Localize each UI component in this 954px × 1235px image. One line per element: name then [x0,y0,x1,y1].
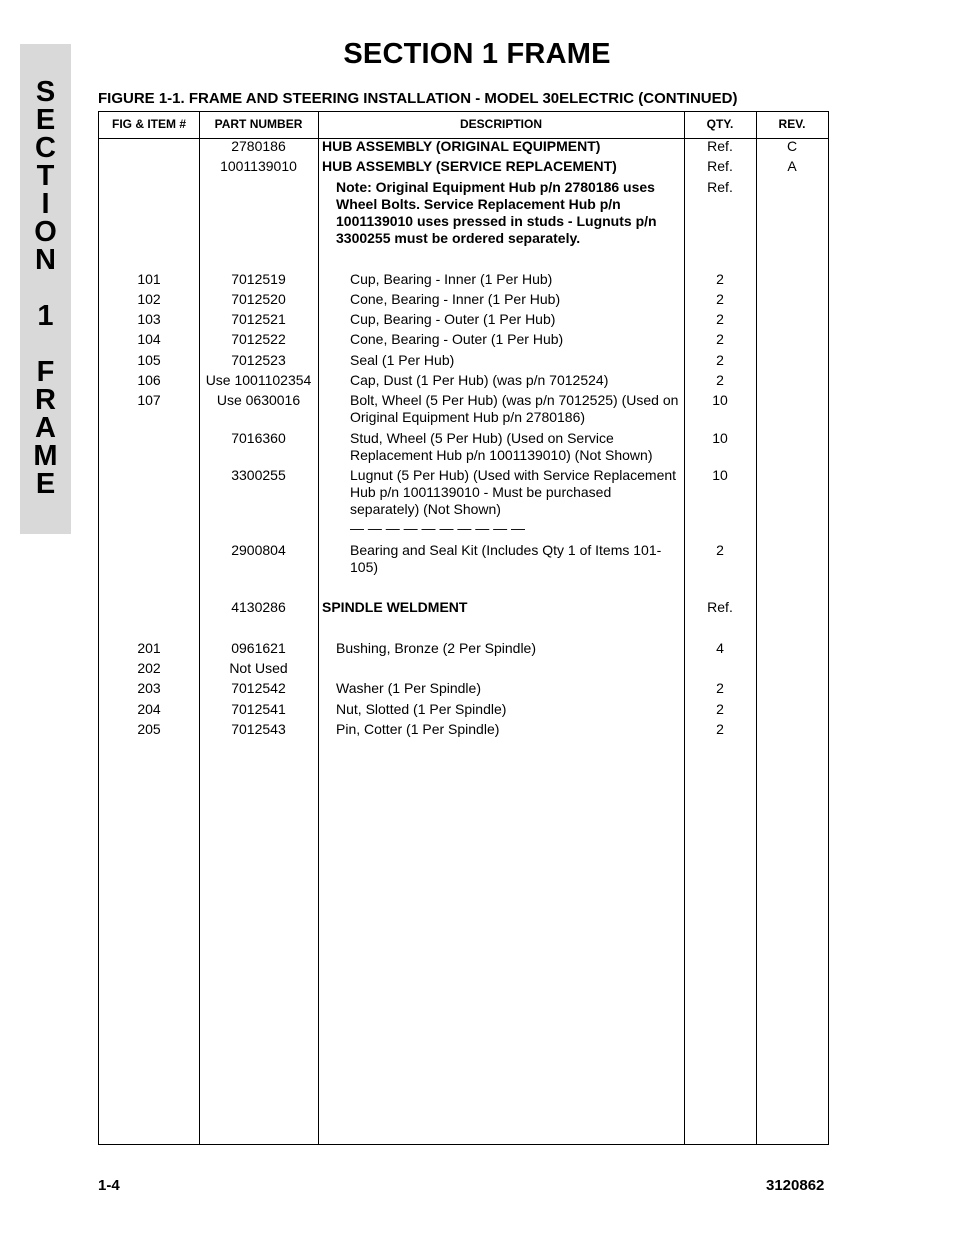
column-divider [199,112,200,1144]
figure-title: FIGURE 1-1. FRAME AND STEERING INSTALLATION - MODEL 30ELECTRIC (CONTINUED) [98,90,738,107]
kit-separator: — — — — — — — — — — [350,520,526,536]
row-qty: 10 [712,467,728,483]
row-description: Lugnut (5 Per Hub) (Used with Service Replacement Hub p/n 1001139010 - Must be purchased separately) (Not Shown) [350,467,677,517]
row-qty: 4 [716,640,724,656]
side-tab-letter: M [33,440,58,472]
header-description: DESCRIPTION [459,117,542,131]
row-part-number: 2900804 [231,542,286,558]
column-divider [318,112,319,1144]
row-part-number: 7012519 [231,271,286,287]
row-part-number: 7012543 [231,721,286,737]
row-item-number: 106 [137,372,161,388]
section-side-tab [20,44,71,534]
row-description: Bushing, Bronze (2 Per Spindle) [336,640,536,656]
side-tab-letter: T [36,160,55,192]
document-number: 3120862 [766,1177,825,1194]
column-divider [756,112,757,1144]
side-tab-letter: R [35,384,56,416]
row-qty: Ref. [707,158,733,174]
header-item: FIG & ITEM # [111,117,186,131]
row-part-number: 1001139010 [220,158,297,174]
row-item-number: 101 [137,271,161,287]
row-item-number: 201 [137,640,161,656]
row-part-number: 4130286 [231,599,286,615]
row-qty: 2 [716,271,724,287]
row-qty: 2 [716,680,724,696]
row-item-number: 104 [137,331,161,347]
row-part-number: 7012520 [231,291,286,307]
row-item-number: 103 [137,311,161,327]
row-item-number: 105 [137,352,161,368]
row-part-number: 7012523 [231,352,286,368]
column-divider [684,112,685,1144]
row-qty: 2 [716,372,724,388]
row-part-number: 0961621 [231,640,286,656]
row-part-number: 7012541 [231,701,286,717]
row-qty: 2 [716,311,724,327]
side-tab-letter: E [35,468,56,500]
row-description: Cap, Dust (1 Per Hub) (was p/n 7012524) [350,372,609,388]
row-description: HUB ASSEMBLY (SERVICE REPLACEMENT) [322,158,617,174]
row-part-number: 3300255 [231,467,286,483]
row-part-number: 7012521 [231,311,286,327]
row-qty: 2 [716,331,724,347]
side-tab-letter: A [35,412,56,444]
row-rev: C [786,138,798,154]
row-item-number: 205 [137,721,161,737]
side-tab-letter: 1 [37,300,54,332]
row-description: Nut, Slotted (1 Per Spindle) [336,701,507,717]
row-qty: 2 [716,701,724,717]
header-part-number: PART NUMBER [214,117,303,131]
row-part-number: Not Used [229,660,288,676]
row-rev: A [787,158,797,174]
row-qty: 2 [716,542,724,558]
side-tab-letter: I [41,188,50,220]
page-title: SECTION 1 FRAME [343,38,611,70]
side-tab-letter: S [35,76,56,108]
row-part-number: 7012542 [231,680,286,696]
row-description: Cup, Bearing - Outer (1 Per Hub) [350,311,556,327]
row-qty: 2 [716,291,724,307]
row-part-number: Use 0630016 [216,392,301,408]
row-qty: 10 [712,392,728,408]
row-qty: 10 [712,430,728,446]
row-item-number: 204 [137,701,161,717]
row-description: HUB ASSEMBLY (ORIGINAL EQUIPMENT) [322,138,601,154]
row-description: Bearing and Seal Kit (Includes Qty 1 of Items 101-105) [350,542,662,575]
hub-note: Note: Original Equipment Hub p/n 2780186 uses Wheel Bolts. Service Replacement Hub p/n 1001139010 uses pressed in studs - Lugnuts p/n 3300255 must be ordered separately. [336,179,657,246]
row-part-number: Use 1001102354 [205,372,312,388]
row-qty: 2 [716,721,724,737]
row-qty: Ref. [707,179,733,195]
side-tab-letter: E [35,104,56,136]
header-rev: REV. [778,117,806,131]
row-qty: Ref. [707,599,733,615]
header-qty: QTY. [706,117,734,131]
row-part-number: 7016360 [231,430,286,446]
side-tab-letter: F [36,356,55,388]
row-item-number: 203 [137,680,161,696]
row-qty: Ref. [707,138,733,154]
row-description: Cone, Bearing - Outer (1 Per Hub) [350,331,564,347]
row-part-number: 7012522 [231,331,286,347]
parts-table [98,111,829,1145]
row-description: Washer (1 Per Spindle) [336,680,481,696]
page-number: 1-4 [98,1177,120,1194]
row-part-number: 2780186 [231,138,286,154]
row-qty: 2 [716,352,724,368]
row-description: Cup, Bearing - Inner (1 Per Hub) [350,271,553,287]
side-tab-letter: O [34,216,57,248]
row-item-number: 202 [137,660,161,676]
side-tab-letter: N [35,244,56,276]
row-description: Bolt, Wheel (5 Per Hub) (was p/n 7012525) (Used on Original Equipment Hub p/n 2780186) [350,392,679,425]
row-item-number: 102 [137,291,161,307]
row-description: Cone, Bearing - Inner (1 Per Hub) [350,291,561,307]
row-description: Seal (1 Per Hub) [350,352,455,368]
row-description: Pin, Cotter (1 Per Spindle) [336,721,500,737]
row-description: SPINDLE WELDMENT [322,599,468,615]
row-item-number: 107 [137,392,161,408]
side-tab-letter: C [35,132,56,164]
row-description: Stud, Wheel (5 Per Hub) (Used on Service Replacement Hub p/n 1001139010) (Not Shown) [350,430,653,463]
